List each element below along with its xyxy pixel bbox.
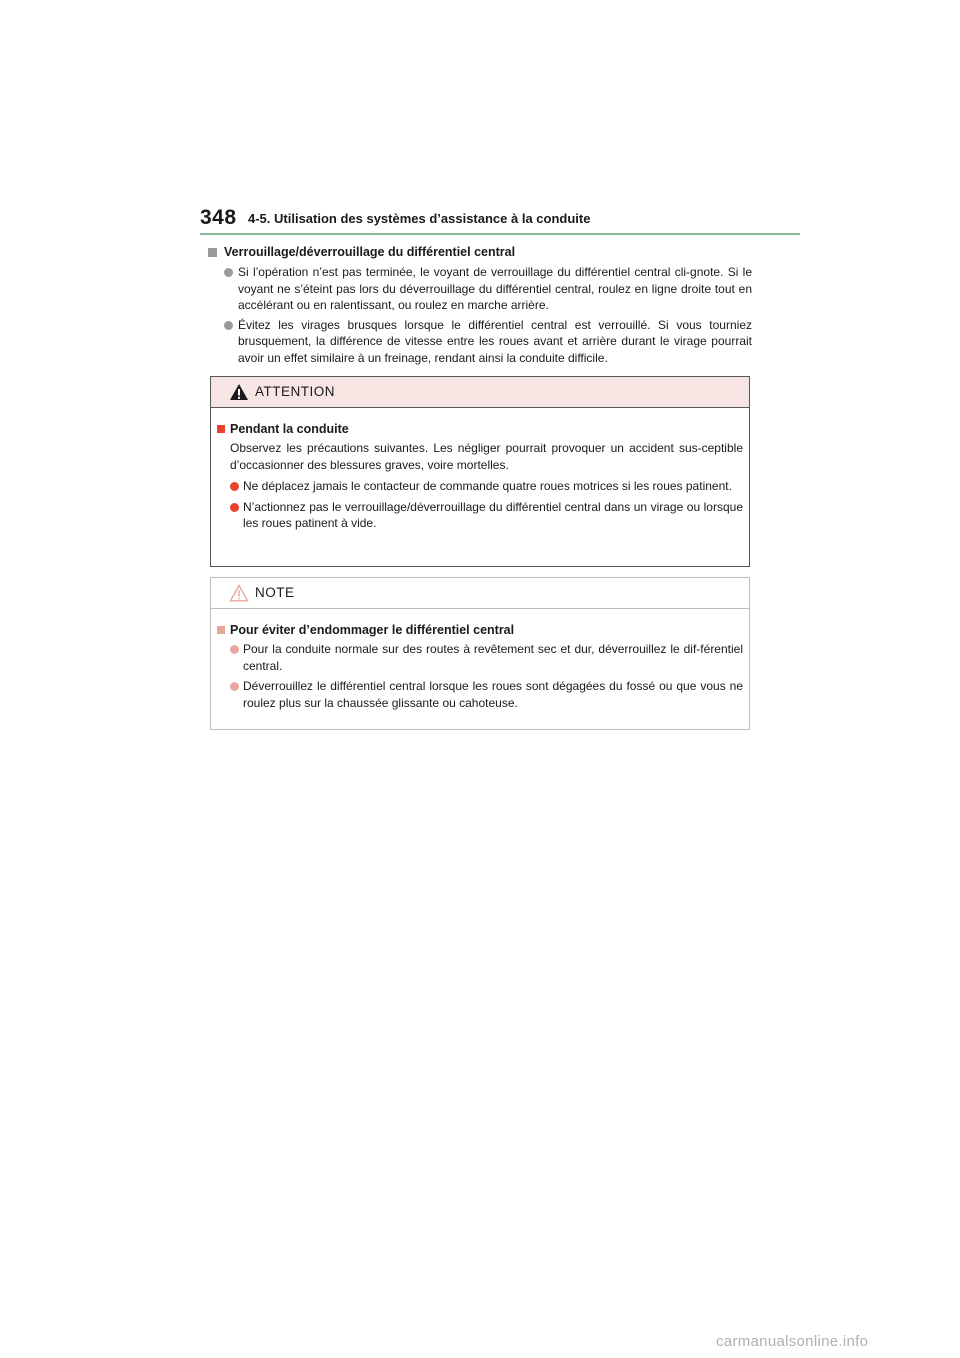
attention-heading — [217, 421, 743, 437]
square-bullet-icon — [208, 248, 217, 257]
attention-box — [210, 376, 750, 567]
note-box — [210, 577, 750, 730]
round-bullet-icon — [230, 503, 239, 512]
main-section — [208, 244, 752, 369]
section-heading-text: Verrouillage/déverrouillage du différentiel central — [224, 245, 516, 259]
list-item-text: N’actionnez pas le verrouillage/déverrouillage du différentiel central dans un virage ou lorsque les roues patinent à vide. — [243, 499, 743, 530]
square-bullet-icon — [217, 626, 225, 634]
list-item — [208, 264, 752, 314]
attention-heading-text: Pendant la conduite — [230, 422, 349, 436]
list-item-text: Si l’opération n’est pas terminée, le voyant de verrouillage du différentiel central cli-gnote. Si le voyant ne s’éteint pas lors du déverrouillage du différentiel central, roulez en ligne droite tout en accélérant ou en ralentissant, ou roulez en marche arrière. — [238, 265, 752, 312]
list-item — [208, 317, 752, 367]
note-body — [211, 609, 749, 711]
list-item-text: Évitez les virages brusques lorsque le différentiel central est verrouillé. Si vous tourniez brusquement, la différence de vitesse entre les roues avant et arrière durant le virage pourrait avoir un effet similaire à un freinage, rendant ainsi la conduite difficile. — [238, 317, 752, 365]
round-bullet-icon — [224, 268, 233, 277]
header-rule — [200, 233, 800, 235]
page-number: 348 — [200, 206, 237, 229]
list-item — [217, 478, 743, 495]
attention-title: ATTENTION — [255, 384, 335, 399]
warning-triangle-icon — [229, 383, 249, 401]
round-bullet-icon — [230, 682, 239, 691]
watermark: carmanualsonline.info — [716, 1333, 869, 1350]
attention-intro: Observez les précautions suivantes. Les négliger pourrait provoquer un accident sus-ceptible d’occasionner des blessures graves, voire mortelles. — [230, 441, 743, 472]
round-bullet-icon — [224, 321, 233, 330]
list-item-text: Ne déplacez jamais le contacteur de commande quatre roues motrices si les roues patinent. — [243, 479, 732, 493]
round-bullet-icon — [230, 482, 239, 491]
note-title: NOTE — [255, 585, 295, 600]
list-item — [217, 678, 743, 711]
list-item — [217, 641, 743, 674]
attention-body — [211, 408, 749, 532]
note-heading-text: Pour éviter d’endommager le différentiel central — [230, 623, 515, 637]
square-bullet-icon — [217, 425, 225, 433]
section-heading — [208, 244, 752, 260]
note-heading — [217, 622, 743, 638]
warning-triangle-outline-icon — [229, 584, 249, 602]
round-bullet-icon — [230, 645, 239, 654]
list-item-text: Déverrouillez le différentiel central lorsque les roues sont dégagées du fossé ou que vous ne roulez plus sur la chaussée glissante ou cahoteuse. — [243, 679, 743, 710]
list-item-text: Pour la conduite normale sur des routes à revêtement sec et dur, déverrouillez le dif-férentiel central. — [243, 642, 743, 673]
chapter-title: 4-5. Utilisation des systèmes d’assistance à la conduite — [248, 211, 591, 226]
note-header — [211, 578, 749, 609]
attention-header — [211, 377, 749, 408]
page-header — [200, 206, 800, 236]
list-item — [217, 499, 743, 532]
